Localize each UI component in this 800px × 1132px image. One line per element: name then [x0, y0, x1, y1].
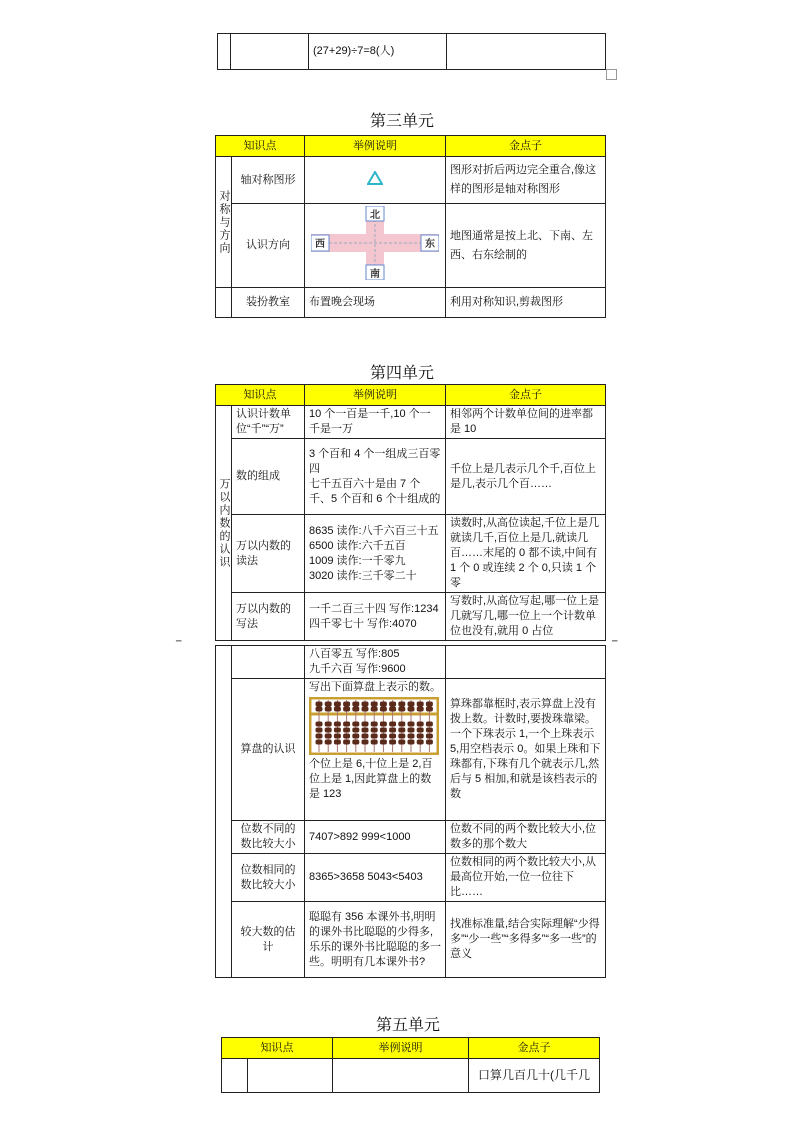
tip-cell: 图形对折后两边完全重合,像这样的图形是轴对称图形: [446, 157, 606, 204]
header-knowledge: 知识点: [222, 1038, 333, 1059]
tip-cell: 利用对称知识,剪裁图形: [446, 288, 606, 318]
example-cell: 3 个百和 4 个一组成三百零四 七千五百六十是由 7 个千、5 个百和 6 个十组成的: [305, 439, 446, 515]
abacus-bead: [417, 722, 424, 727]
abacus-bead: [398, 728, 405, 733]
abacus-bead: [417, 740, 424, 745]
group-label: 万以内数的认识: [216, 406, 232, 641]
abacus-bead: [334, 740, 341, 745]
abacus-bead: [343, 707, 350, 712]
abacus-bead: [426, 702, 433, 707]
abacus-bead: [371, 702, 378, 707]
abacus-bead: [325, 728, 332, 733]
group-label: 对称与方向: [216, 157, 232, 288]
abacus-bead: [316, 728, 323, 733]
example-cell: 布置晚会现场: [305, 288, 446, 318]
abacus-bead: [371, 728, 378, 733]
header-tip: 金点子: [469, 1038, 600, 1059]
unit3-title: 第三单元: [370, 113, 435, 130]
abacus-bead: [408, 734, 415, 739]
tip-cell: 位数不同的两个数比较大小,位数多的那个数大: [446, 821, 606, 854]
abacus-bead: [371, 740, 378, 745]
example-cell: 7407>892 999<1000: [305, 821, 446, 854]
abacus-bead: [316, 734, 323, 739]
topic-cell: [232, 646, 305, 679]
abacus-image: [309, 697, 439, 755]
abacus-bead: [426, 734, 433, 739]
abacus-bead: [334, 702, 341, 707]
abacus-bead: [352, 702, 359, 707]
table-cell: [248, 1059, 333, 1093]
abacus-bead: [380, 707, 387, 712]
header-example: 举例说明: [333, 1038, 469, 1059]
table-cell: [216, 288, 232, 318]
abacus-bead: [334, 734, 341, 739]
topic-cell: 算盘的认识: [232, 679, 305, 821]
topic-cell: 万以内数的写法: [232, 593, 305, 641]
abacus-bead: [343, 734, 350, 739]
abacus-bead: [343, 722, 350, 727]
example-cell: 聪聪有 356 本课外书,明明的课外书比聪聪的少得多,乐乐的课外书比聪聪的多一些。明明有几本课外书?: [305, 902, 446, 978]
abacus-bead: [325, 707, 332, 712]
abacus-bead: [417, 728, 424, 733]
header-example: 举例说明: [305, 385, 446, 406]
example-cell: 一千二百三十四 写作:1234 四千零七十 写作:4070: [305, 593, 446, 641]
abacus-bead: [389, 707, 396, 712]
abacus-bead: [362, 740, 369, 745]
abacus-bead: [408, 707, 415, 712]
abacus-bead: [316, 707, 323, 712]
triangle-icon: [367, 171, 383, 185]
abacus-example-cell: [305, 679, 446, 821]
abacus-bead: [334, 728, 341, 733]
compass-cell: [305, 204, 446, 288]
unit4-table: [215, 384, 606, 641]
abacus-bead: [343, 740, 350, 745]
abacus-bead: [408, 702, 415, 707]
page-break-mark: ━: [612, 636, 618, 646]
topic-cell: 装扮教室: [232, 288, 305, 318]
tip-cell: 地图通常是按上北、下南、左西、右东绘制的: [446, 204, 606, 288]
abacus-bead: [334, 707, 341, 712]
abacus-bead: [380, 702, 387, 707]
abacus-bead: [426, 707, 433, 712]
abacus-bead: [352, 734, 359, 739]
abacus-bead: [325, 734, 332, 739]
table-cell: [222, 1059, 248, 1093]
abacus-bead: [408, 728, 415, 733]
abacus-bead: [380, 722, 387, 727]
abacus-bead: [408, 722, 415, 727]
abacus-bead: [362, 707, 369, 712]
abacus-bead: [362, 722, 369, 727]
abacus-bead: [389, 728, 396, 733]
unit4-table-continued: [215, 645, 606, 978]
topic-cell: 认识方向: [232, 204, 305, 288]
compass-north: 北: [370, 210, 380, 221]
abacus-bead: [352, 707, 359, 712]
abacus-bead: [398, 740, 405, 745]
example-cell: 10 个一百是一千,10 个一千是一万: [305, 406, 446, 439]
abacus-bead: [343, 702, 350, 707]
group-cell: [216, 646, 232, 978]
example-cell: 8365>3658 5043<5403: [305, 854, 446, 902]
table-cell: [231, 34, 309, 70]
unit5-title: 第五单元: [376, 1017, 441, 1034]
unit5-table: [221, 1037, 600, 1093]
abacus-bead: [417, 707, 424, 712]
header-knowledge: 知识点: [216, 136, 305, 157]
abacus-bead: [316, 740, 323, 745]
abacus-bead: [325, 702, 332, 707]
abacus-bead: [398, 707, 405, 712]
topic-cell: 数的组成: [232, 439, 305, 515]
abacus-bead: [352, 722, 359, 727]
abacus-bead: [426, 740, 433, 745]
abacus-bead: [371, 722, 378, 727]
abacus-bead: [398, 734, 405, 739]
topic-cell: 较大数的估计: [232, 902, 305, 978]
abacus-bead: [362, 702, 369, 707]
header-tip: 金点子: [446, 136, 606, 157]
formula-cell: [309, 34, 447, 70]
abacus-bead: [334, 722, 341, 727]
tip-cell: 位数相同的两个数比较大小,从最高位开始,一位一位往下比……: [446, 854, 606, 902]
example-cell: [305, 157, 446, 204]
abacus-bead: [380, 734, 387, 739]
compass-west: 西: [315, 239, 325, 250]
table-cell: [218, 34, 231, 70]
tip-cell: 算珠都靠框时,表示算盘上没有拨上数。计数时,要拨珠靠梁。一个下珠表示 1,一个上珠表示 5,用空档表示 0。如果上珠和下珠都有,下珠有几个就表示几,然后与 5 相加,和就是该档表示的数: [446, 679, 606, 821]
abacus-bead: [352, 740, 359, 745]
table-cell: [333, 1059, 469, 1093]
unit4-title: 第四单元: [370, 365, 435, 382]
abacus-bead: [398, 702, 405, 707]
unit3-table: [215, 135, 606, 318]
table-cell: [447, 34, 606, 70]
abacus-bead: [426, 722, 433, 727]
abacus-bead: [316, 702, 323, 707]
unit2-table-fragment: [217, 33, 606, 70]
layout-marker-icon: [606, 69, 617, 80]
formula-text: (27+29)÷7=8(人): [313, 45, 395, 57]
compass-diagram: [311, 206, 439, 280]
abacus-bead: [380, 728, 387, 733]
compass-east: 东: [425, 239, 435, 250]
tip-cell: 口算几百几十(几千几: [469, 1059, 600, 1093]
tip-cell: 相邻两个计数单位间的进率都是 10: [446, 406, 606, 439]
topic-cell: 万以内数的读法: [232, 515, 305, 593]
example-cell: 八百零五 写作:805 九千六百 写作:9600: [305, 646, 446, 679]
abacus-bead: [389, 702, 396, 707]
abacus-bead: [417, 734, 424, 739]
abacus-bead: [380, 740, 387, 745]
abacus-prompt: 写出下面算盘上表示的数。: [309, 681, 441, 693]
abacus-bead: [389, 722, 396, 727]
abacus-bead: [352, 728, 359, 733]
abacus-bead: [316, 722, 323, 727]
abacus-bead: [417, 702, 424, 707]
abacus-bead: [371, 707, 378, 712]
header-tip: 金点子: [446, 385, 606, 406]
tip-cell: 找准标准量,结合实际理解“少得多”“少一些”“多得多”“多一些”的意义: [446, 902, 606, 978]
abacus-bead: [325, 722, 332, 727]
abacus-bead: [362, 734, 369, 739]
abacus-bead: [362, 728, 369, 733]
topic-cell: 位数不同的数比较大小: [232, 821, 305, 854]
abacus-bead: [426, 728, 433, 733]
abacus-bead: [408, 740, 415, 745]
tip-cell: 读数时,从高位读起,千位上是几就读几千,百位上是几,就读几百……末尾的 0 都不读,中间有 1 个 0 或连续 2 个 0,只读 1 个零: [446, 515, 606, 593]
topic-cell: 轴对称图形: [232, 157, 305, 204]
example-cell: 8635 读作:八千六百三十五 6500 读作:六千五百 1009 读作:一千零九 3020 读作:三千零二十: [305, 515, 446, 593]
abacus-bead: [389, 740, 396, 745]
abacus-bead: [389, 734, 396, 739]
compass-south: 南: [370, 269, 380, 280]
tip-cell: 千位上是几表示几个千,百位上是几,表示几个百……: [446, 439, 606, 515]
abacus-explanation: 个位上是 6,十位上是 2,百位上是 1,因此算盘上的数是 123: [309, 758, 433, 800]
tip-cell: 写数时,从高位写起,哪一位上是几就写几,哪一位上一个计数单位也没有,就用 0 占位: [446, 593, 606, 641]
topic-cell: 认识计数单位“千”“万”: [232, 406, 305, 439]
abacus-bead: [343, 728, 350, 733]
header-example: 举例说明: [305, 136, 446, 157]
abacus-bead: [325, 740, 332, 745]
abacus-bead: [398, 722, 405, 727]
tip-cell: [446, 646, 606, 679]
abacus-bead: [371, 734, 378, 739]
header-knowledge: 知识点: [216, 385, 305, 406]
page-break-mark: ━: [176, 636, 182, 646]
topic-cell: 位数相同的数比较大小: [232, 854, 305, 902]
